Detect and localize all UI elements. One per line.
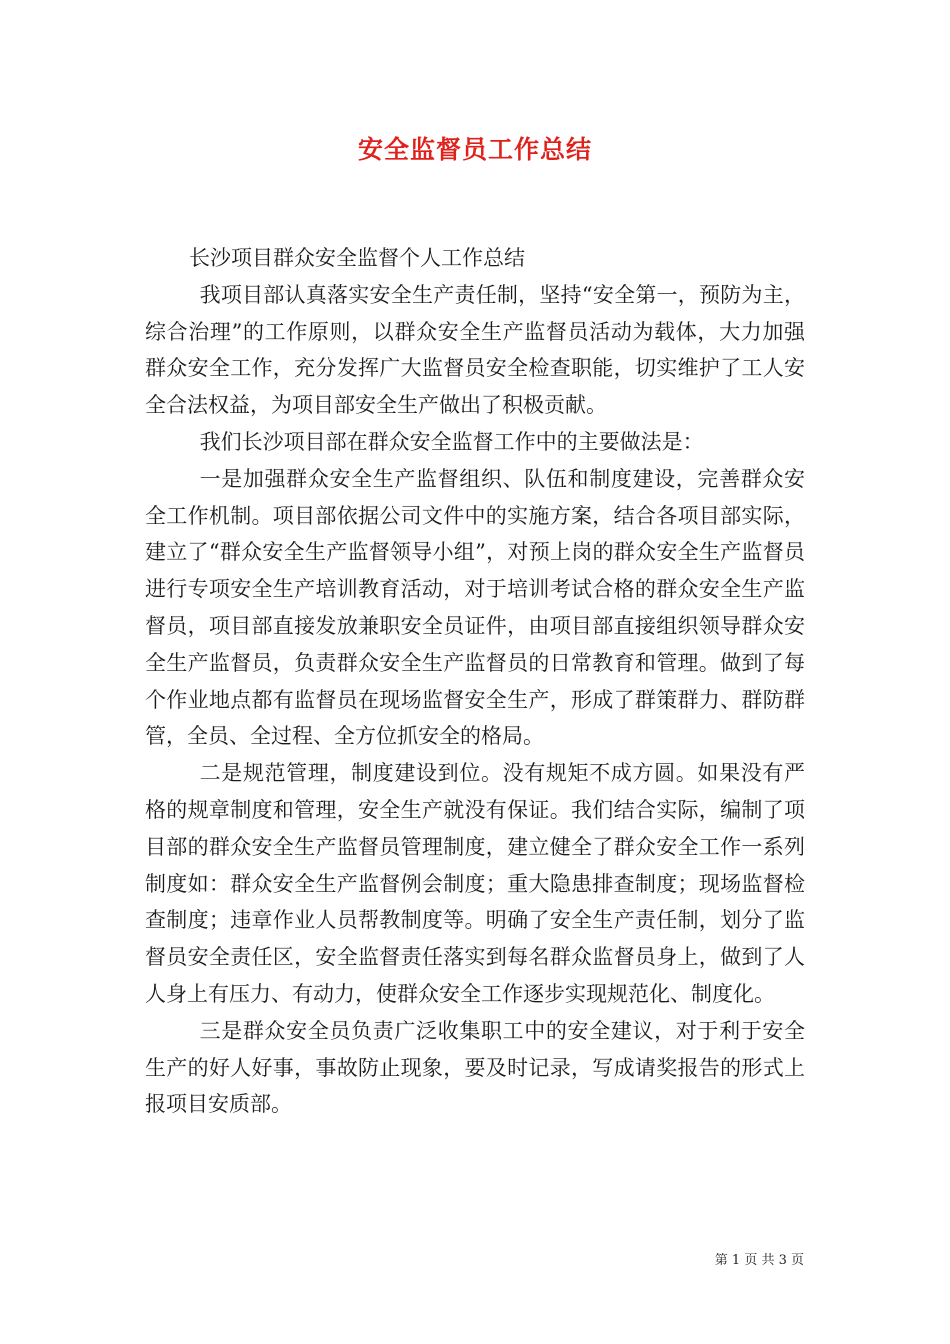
paragraph: 我项目部认真落实安全生产责任制，坚持“安全第一，预防为主，综合治理”的工作原则，以群众安全生产监督员活动为载体，大力加强群众安全工作，充分发挥广大监督员安全检查职能，切实维护了工人安全合法权益，为项目部安全生产做出了积极贡献。 (145, 282, 805, 418)
paragraph: 二是规范管理，制度建设到位。没有规矩不成方圆。如果没有严格的规章制度和管理，安全生产就没有保证。我们结合实际，编制了项目部的群众安全生产监督员管理制度，建立健全了群众安全工作一系列制度如：群众安全生产监督例会制度；重大隐患排查制度；现场监督检查制度；违章作业人员帮教制度等。明确了安全生产责任制，划分了监督员安全责任区，安全监督责任落实到每名群众监督员身上，做到了人人身上有压力、有动力，使群众安全工作逐步实现规范化、制度化。 (145, 761, 805, 1006)
paragraph: 一是加强群众安全生产监督组织、队伍和制度建设，完善群众安全工作机制。项目部依据公司文件中的实施方案，结合各项目部实际，建立了“群众安全生产监督领导小组”，对预上岗的群众安全生产监督员进行专项安全生产培训教育活动，对于培训考试合格的群众安全生产监督员，项目部直接发放兼职安全员证件，由项目部直接组织领导群众安全生产监督员，负责群众安全生产监督员的日常教育和管理。做到了每个作业地点都有监督员在现场监督安全生产，形成了群策群力、群防群管，全员、全过程、全方位抓安全的格局。 (145, 466, 805, 749)
document-body (145, 240, 805, 1123)
paragraph: 三是群众安全员负责广泛收集职工中的安全建议，对于利于安全生产的好人好事，事故防止现象，要及时记录，写成请奖报告的形式上报项目安质部。 (145, 1018, 805, 1117)
paragraph: 我们长沙项目部在群众安全监督工作中的主要做法是： (199, 429, 704, 454)
document-subtitle: 长沙项目群众安全监督个人工作总结 (189, 246, 525, 270)
page-number-footer: 第 1 页 共 3 页 (714, 1253, 804, 1268)
document-title: 安全监督员工作总结 (357, 135, 592, 164)
